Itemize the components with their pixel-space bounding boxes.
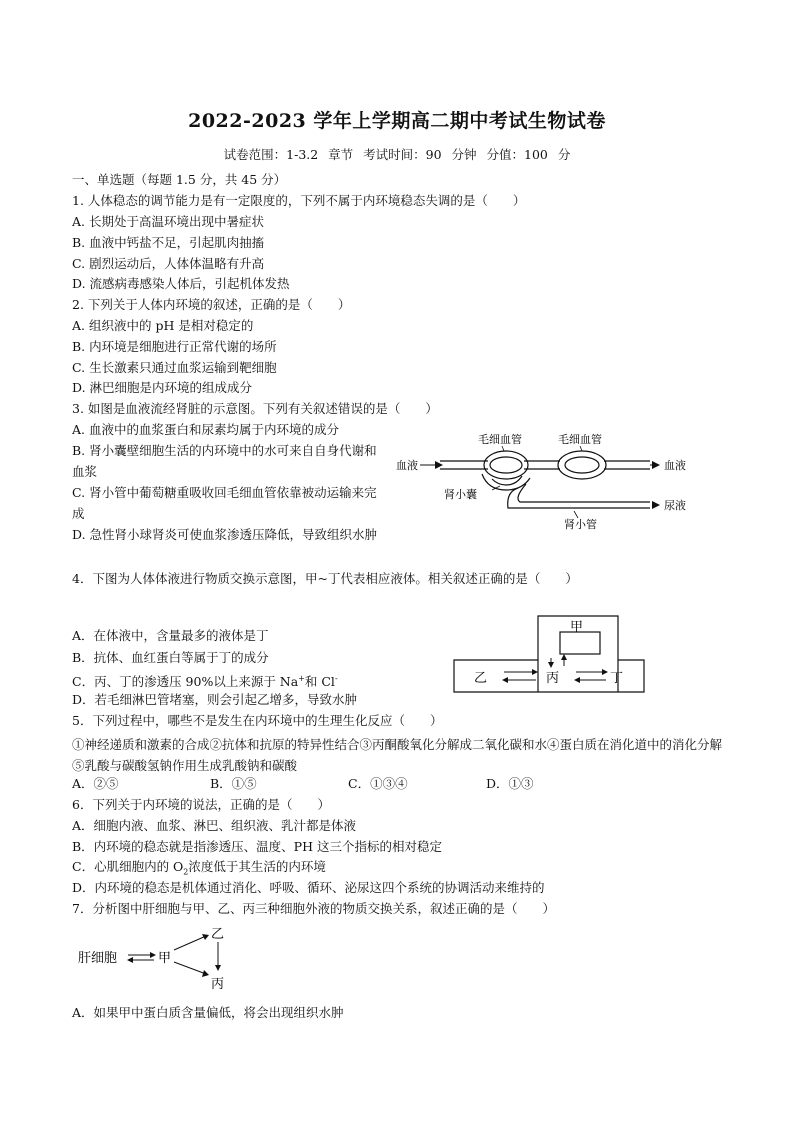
- label-jia: 甲: [570, 620, 584, 635]
- q3-option-d: D. 急性肾小球肾炎可使血浆渗透压降低，导致组织水肿: [72, 527, 378, 542]
- q7-option-a: A．如果甲中蛋白质含量偏低，将会出现组织水肿: [72, 1005, 344, 1020]
- label-blood-out: 血液: [664, 459, 686, 472]
- q3-option-a: A. 血液中的血浆蛋白和尿素均属于内环境的成分: [72, 422, 339, 437]
- kidney-blood-flow-diagram: [392, 428, 712, 536]
- q5-option-c: C．①③④: [348, 776, 408, 791]
- q4-option-a: A．在体液中，含量最多的液体是丁: [72, 628, 269, 643]
- label-blood-in: 血液: [396, 459, 418, 472]
- liver-fluid-exchange-diagram: [76, 922, 246, 996]
- q4-option-b: B．抗体、血红蛋白等属于丁的成分: [72, 650, 269, 665]
- label-capillary-1: 毛细血管: [478, 433, 522, 446]
- q4-option-c: C．丙、丁的渗透压 90%以上来源于 Na+和 Cl-: [72, 674, 338, 690]
- q3-option-b: B. 肾小囊壁细胞生活的内环境中的水可来自自身代谢和血浆: [72, 443, 377, 479]
- q3-option-c: C. 肾小管中葡萄糖重吸收回毛细血管依靠被动运输来完成: [72, 485, 377, 521]
- page-title: 2022-2023 学年上学期高二期中考试生物试卷: [188, 110, 606, 132]
- label-bing: 丙: [546, 671, 560, 686]
- label-yi: 乙: [474, 671, 488, 686]
- label-bing: 丙: [211, 977, 225, 992]
- q6-option-a: A．细胞内液、血浆、淋巴、组织液、乳汁都是体液: [72, 818, 357, 833]
- exam-info: 试卷范围：1-3.2 章节 考试时间：90 分钟 分值：100 分: [223, 147, 571, 162]
- q3-stem: 3. 如图是血液流经肾脏的示意图。下列有关叙述错误的是（ ）: [72, 401, 438, 416]
- q5-option-b: B．①⑤: [210, 776, 257, 791]
- label-renal-tubule: 肾小管: [564, 518, 597, 531]
- q2-option-b: B. 内环境是细胞进行正常代谢的场所: [72, 339, 277, 354]
- q7-stem: 7．分析图中肝细胞与甲、乙、丙三种细胞外液的物质交换关系，叙述正确的是（ ）: [72, 901, 555, 916]
- label-liver-cell: 肝细胞: [78, 951, 118, 966]
- q2-option-a: A. 组织液中的 pH 是相对稳定的: [72, 318, 254, 333]
- q4-option-d: D．若毛细淋巴管堵塞，则会引起乙增多，导致水肿: [72, 692, 358, 707]
- q6-option-d: D．内环境的稳态是机体通过消化、呼吸、循环、泌尿这四个系统的协调活动来维持的: [72, 880, 545, 895]
- label-yi: 乙: [211, 927, 225, 942]
- q2-stem: 2. 下列关于人体内环境的叙述，正确的是（ ）: [72, 297, 351, 312]
- q6-option-b: B．内环境的稳态就是指渗透压、温度、PH 这三个指标的相对稳定: [72, 839, 442, 854]
- label-capillary-2: 毛细血管: [558, 433, 602, 446]
- q2-option-c: C. 生长激素只通过血浆运输到靶细胞: [72, 360, 277, 375]
- q1-option-c: C. 剧烈运动后，人体体温略有升高: [72, 256, 265, 271]
- q5-items: ①神经递质和激素的合成②抗体和抗原的特异性结合③丙酮酸氧化分解成二氧化碳和水④蛋白质在消化道中的消化分解⑤乳酸与碳酸氢钠作用生成乳酸钠和碳酸: [72, 737, 723, 773]
- q6-option-c: C．心肌细胞内的 $O_2$浓度低于其生活的内环境: [72, 859, 326, 877]
- q5-option-d: D．①③: [486, 776, 534, 791]
- label-urine: 尿液: [664, 499, 686, 512]
- q2-option-d: D. 淋巴细胞是内环境的组成成分: [72, 380, 253, 395]
- q1-option-d: D. 流感病毒感染人体后，引起机体发热: [72, 276, 290, 291]
- q5-option-a: A．②⑤: [72, 776, 119, 791]
- q1-stem: 1. 人体稳态的调节能力是有一定限度的，下列不属于内环境稳态失调的是（ ）: [72, 193, 526, 208]
- q6-stem: 6．下列关于内环境的说法，正确的是（ ）: [72, 797, 330, 812]
- q1-option-b: B. 血液中钙盐不足，引起肌肉抽搐: [72, 235, 265, 250]
- label-ding: 丁: [610, 671, 624, 686]
- label-renal-capsule: 肾小囊: [444, 488, 477, 501]
- q5-stem: 5．下列过程中，哪些不是发生在内环境中的生理生化反应（ ）: [72, 713, 443, 728]
- label-jia: 甲: [158, 951, 172, 966]
- q1-option-a: A. 长期处于高温环境出现中暑症状: [72, 214, 264, 229]
- section-heading: 一、单选题（每题 1.5 分，共 45 分）: [72, 172, 287, 187]
- body-fluid-exchange-diagram: [452, 614, 648, 696]
- q4-stem: 4．下图为人体体液进行物质交换示意图，甲~丁代表相应液体。相关叙述正确的是（ ）: [72, 571, 578, 586]
